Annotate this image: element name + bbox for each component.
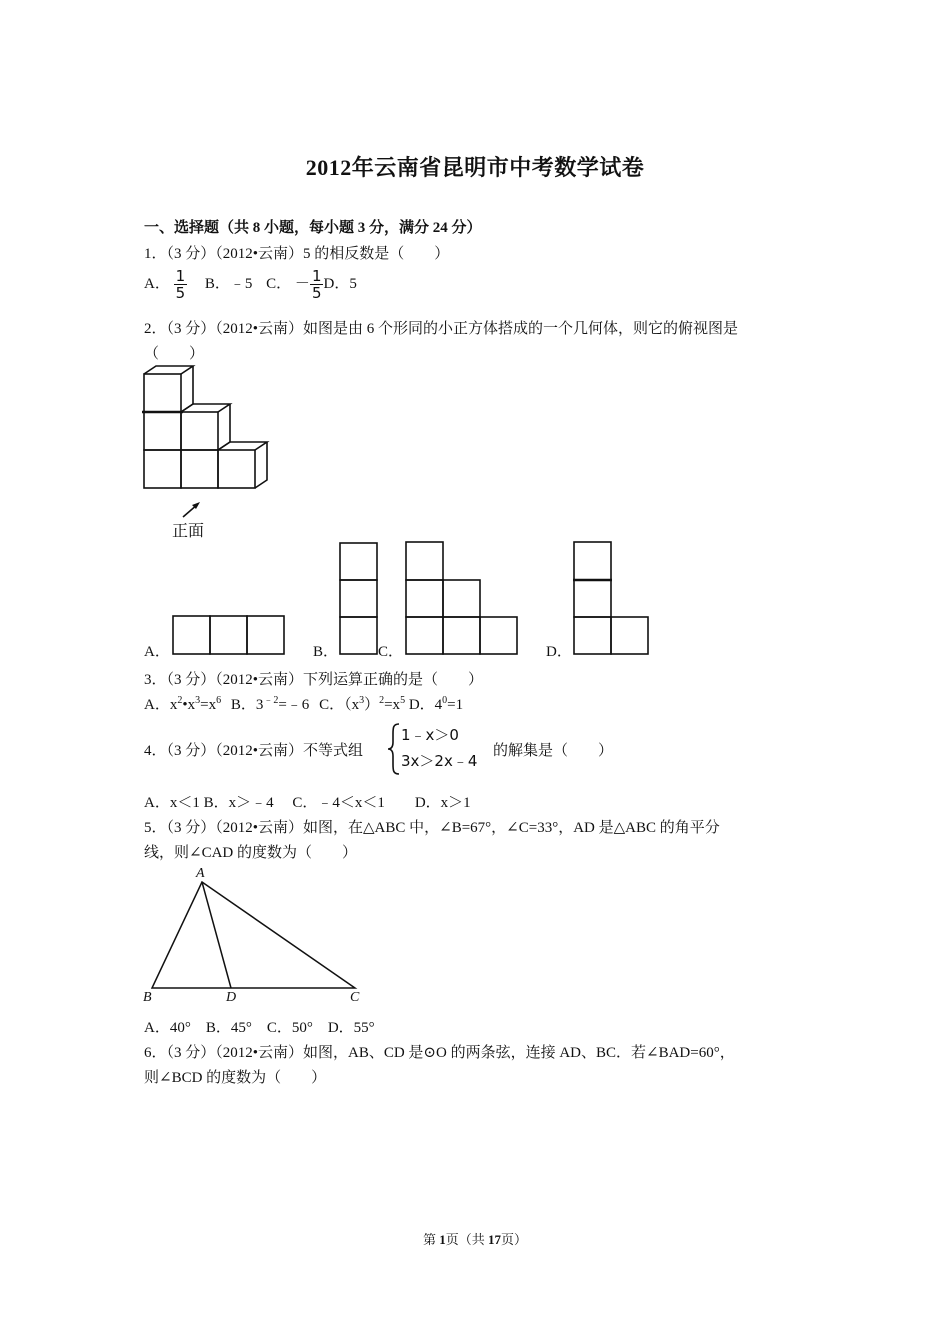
q5-stem-line2: 线，则∠CAD 的度数为（ ）: [144, 845, 357, 861]
vertex-a-label: A: [196, 866, 205, 881]
q4-options: A．x＜1 B．x＞﹣4 C．﹣4＜x＜1 D．x＞1: [144, 795, 471, 811]
q2-cube-figure: [140, 362, 285, 502]
vertex-c-label: C: [350, 990, 360, 1005]
front-label: 正面: [172, 521, 205, 540]
q2-stem-line1: 2．（3 分）（2012•云南）如图是由 6 个形同的小正方体搭成的一个几何体，则它的俯视图是: [144, 321, 739, 337]
current-page-number: 1: [439, 1232, 446, 1247]
q3-options: [144, 693, 463, 714]
q3-option-a: A．$x^2•x^3=x^6$: [144, 695, 222, 713]
q1-option-a-label: A．: [144, 275, 170, 292]
point-d-label: D: [226, 990, 237, 1005]
q2-option-d-figure: [571, 539, 655, 657]
q1-option-c-denominator: 5: [311, 284, 322, 302]
q4-inequality-1: 1﹣x＞0: [401, 726, 459, 744]
q4-inequality-system: [401, 722, 477, 774]
vertex-b-label: B: [143, 990, 152, 1005]
q6-stem-line2: 则∠BCD 的度数为（ ）: [144, 1070, 327, 1086]
q2-option-a-figure: [170, 614, 288, 656]
q1-option-a-denominator: 5: [175, 284, 186, 302]
q1-stem: 1．（3 分）（2012•云南）5 的相反数是（ ）: [144, 246, 450, 262]
front-view-arrow-icon: [180, 500, 204, 520]
q1-option-c-fraction: [310, 268, 324, 301]
q1-options: [144, 268, 357, 301]
q1-option-c-sign: －: [294, 273, 310, 292]
q5-options: A．40° B．45° C．50° D．55°: [144, 1020, 375, 1036]
q1-option-c-numerator: 1: [311, 267, 322, 285]
q1-option-b: B．﹣5: [204, 275, 253, 292]
page-title: 2012年云南省昆明市中考数学试卷: [305, 155, 645, 180]
page-footer: 第 1页（共 17页）: [422, 1232, 528, 1247]
q2-option-b: B．: [313, 644, 339, 660]
q5-stem-line1: 5．（3 分）（2012•云南）如图，在△ABC 中，∠B=67°，∠C=33°，AD 是△ABC 的角平分: [144, 820, 720, 836]
q1-option-d: D．5: [323, 275, 357, 292]
q6-stem-line1: 6．（3 分）（2012•云南）如图，AB、CD 是⊙O 的两条弦，连接 AD、BC．若∠BAD=60°，: [144, 1045, 735, 1061]
q2-option-c-figure: [403, 539, 523, 657]
q3-stem: 3．（3 分）（2012•云南）下列运算正确的是（ ）: [144, 672, 484, 688]
section-heading: 一、选择题（共 8 小题，每小题 3 分，满分 24 分）: [144, 220, 482, 236]
q3-option-d: D．$4^0=1$: [408, 695, 464, 713]
q2-option-a: A．: [144, 644, 170, 660]
q4-inequality-2: 3x＞2x﹣4: [401, 752, 478, 770]
q2-stem-line2: （ ）: [144, 346, 205, 362]
q3-option-b: B．$3^{﹣2}=﹣6$: [230, 695, 310, 713]
q5-triangle-figure: [140, 866, 370, 1008]
q2-option-c: C．: [378, 644, 404, 660]
q1-option-a-numerator: 1: [175, 267, 186, 285]
q2-option-d: D．: [546, 644, 572, 660]
q3-option-c: C．$(x^3)^2=x^5$: [319, 695, 406, 713]
q1-option-c-label: C．: [266, 275, 292, 292]
q4-stem-pre: 4．（3 分）（2012•云南）不等式组: [144, 743, 364, 759]
total-pages: 17: [488, 1232, 501, 1247]
q4-stem-post: 的解集是（ ）: [493, 743, 614, 759]
q4-brace-icon: [387, 722, 401, 776]
q2-option-b-figure: [337, 540, 381, 658]
q1-option-a-fraction: [174, 268, 188, 301]
